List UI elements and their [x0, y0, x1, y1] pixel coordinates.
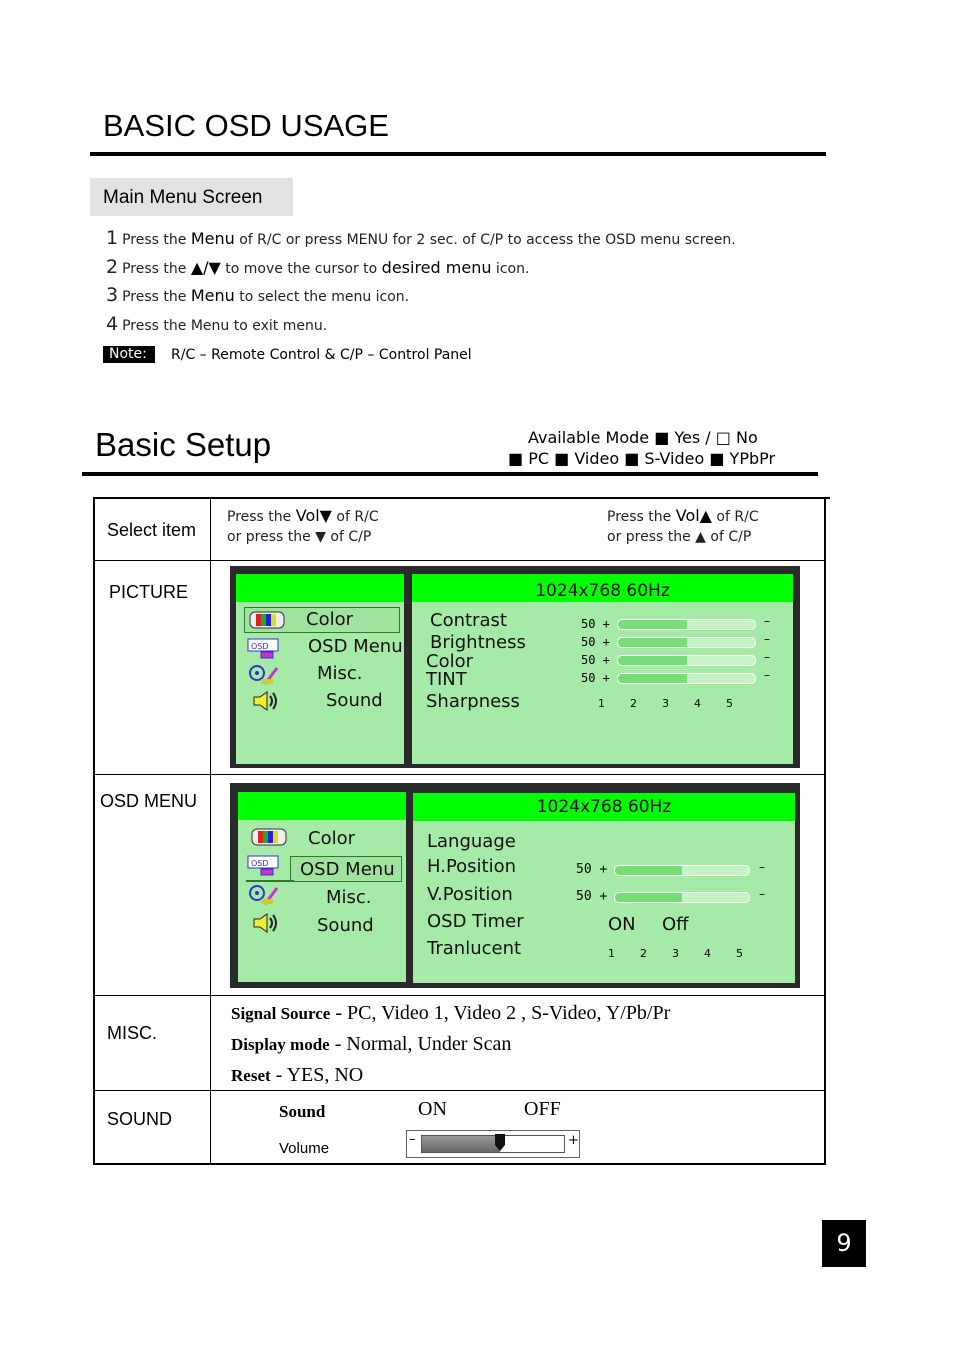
speaker-icon[interactable] — [252, 690, 282, 716]
slider-minus: – — [759, 860, 765, 874]
misc-icon[interactable] — [247, 884, 283, 910]
section-heading-text: Main Menu Screen — [103, 187, 263, 208]
instruction-text: or press the ▼ of C/P — [227, 529, 372, 545]
volume-knob[interactable] — [495, 1134, 505, 1150]
sound-on[interactable]: ON — [418, 1098, 447, 1120]
param-osd-timer[interactable]: OSD Timer — [427, 911, 524, 932]
instruction-text: of R/C — [331, 509, 379, 525]
menu-item-sound[interactable]: Sound — [317, 915, 374, 936]
misc-reset — [231, 1064, 363, 1087]
osd-icon[interactable] — [247, 638, 283, 664]
volume-minus[interactable]: – — [409, 1132, 416, 1147]
vol-up-instruction — [607, 506, 759, 547]
table-border-top — [93, 497, 830, 499]
title-rule — [90, 152, 826, 156]
selection-underline — [246, 880, 294, 882]
volume-plus[interactable]: + — [568, 1133, 579, 1148]
misc-icon[interactable] — [247, 664, 283, 690]
menu-item-misc[interactable]: Misc. — [326, 887, 372, 908]
step-text: Press the — [122, 261, 191, 277]
select-item-label: Select item — [107, 520, 197, 540]
slider-minus: – — [764, 614, 770, 628]
sharpness-scale[interactable] — [598, 697, 733, 710]
scale-tick[interactable]: 4 — [704, 947, 711, 960]
page-title: BASIC OSD USAGE — [103, 108, 389, 143]
h-position-slider[interactable] — [614, 865, 750, 876]
step-3 — [106, 284, 409, 306]
slider-fill — [615, 893, 682, 902]
slider-fill — [618, 620, 687, 629]
misc-display-value: - Normal, Under Scan — [329, 1033, 512, 1055]
available-mode-legend: Available Mode ■ Yes / □ No — [528, 428, 758, 447]
slider-fill — [615, 866, 682, 875]
row-label-sound: SOUND — [107, 1109, 173, 1129]
osd-menu-header — [236, 574, 404, 602]
volume-slider[interactable] — [406, 1130, 580, 1158]
step-text: Press the Menu to exit menu. — [122, 318, 328, 334]
menu-item-osd-menu[interactable]: OSD Menu — [308, 636, 403, 657]
basic-setup-rule — [82, 472, 818, 476]
page-number: 9 — [822, 1220, 866, 1267]
instruction-key: Vol▲ — [675, 506, 712, 525]
contrast-slider[interactable] — [617, 619, 756, 630]
table-border-bottom — [93, 1163, 826, 1165]
table-row-divider — [93, 774, 826, 775]
note-text: R/C – Remote Control & C/P – Control Panel — [171, 347, 472, 363]
step-number: 4 — [106, 313, 119, 335]
basic-setup-title: Basic Setup — [95, 426, 272, 463]
misc-signal-source — [231, 1002, 670, 1025]
table-row-divider — [93, 1090, 826, 1091]
h-position-value: 50 + — [576, 862, 608, 877]
misc-display-label: Display mode — [231, 1035, 330, 1054]
scale-tick[interactable]: 3 — [672, 947, 679, 960]
instruction-text: Press the — [607, 509, 676, 525]
scale-tick[interactable]: 5 — [726, 697, 733, 710]
table-border-left — [93, 497, 95, 1165]
param-sharpness[interactable]: Sharpness — [426, 691, 520, 712]
step-number: 2 — [106, 256, 119, 278]
scale-tick[interactable]: 2 — [640, 947, 647, 960]
osd-settings-panel — [413, 793, 795, 983]
available-mode-list: ■ PC ■ Video ■ S-Video ■ YPbPr — [508, 449, 776, 468]
osd-menu-header — [238, 792, 406, 820]
osd-menu-panel — [236, 574, 404, 764]
scale-tick[interactable]: 1 — [598, 697, 605, 710]
color-slider[interactable] — [617, 655, 756, 666]
scale-tick[interactable]: 2 — [630, 697, 637, 710]
slider-fill — [618, 674, 687, 683]
scale-tick[interactable]: 5 — [736, 947, 743, 960]
step-1 — [106, 227, 736, 249]
resolution-header: 1024x768 60Hz — [413, 793, 795, 821]
volume-label: Volume — [279, 1140, 330, 1157]
color-value: 50 + — [581, 653, 610, 667]
instruction-text: or press the ▲ of C/P — [607, 529, 752, 545]
resolution-header: 1024x768 60Hz — [412, 574, 793, 602]
instruction-text: of R/C — [711, 509, 759, 525]
menu-item-misc[interactable]: Misc. — [317, 663, 363, 684]
menu-item-osd-menu[interactable]: OSD Menu — [300, 859, 395, 880]
slider-fill — [618, 638, 687, 647]
slider-minus: – — [764, 668, 770, 682]
translucent-scale[interactable] — [608, 947, 743, 960]
osd-timer-on[interactable]: ON — [608, 914, 636, 935]
misc-reset-value: - YES, NO — [270, 1064, 364, 1086]
row-label-osd-menu: OSD MENU — [100, 791, 198, 811]
table-row-divider — [93, 560, 826, 561]
misc-signal-value: - PC, Video 1, Video 2 , S-Video, Y/Pb/Pr — [330, 1002, 671, 1024]
step-key: desired menu — [381, 258, 492, 277]
color-icon[interactable] — [249, 611, 285, 633]
instruction-text: Press the — [227, 509, 296, 525]
param-tint[interactable]: TINT — [426, 669, 467, 690]
osd-icon[interactable] — [247, 855, 283, 881]
step-number: 1 — [106, 227, 119, 249]
step-key: Menu — [190, 229, 235, 248]
vol-down-instruction — [227, 506, 379, 547]
color-icon[interactable] — [251, 828, 287, 850]
section-heading — [90, 178, 293, 216]
table-border-right — [824, 497, 826, 1165]
osd-settings-panel — [412, 574, 793, 764]
instruction-key: Vol▼ — [295, 506, 332, 525]
step-text: to select the menu icon. — [234, 289, 410, 305]
row-label-picture: PICTURE — [109, 582, 189, 602]
step-key: Menu — [190, 286, 235, 305]
step-number: 3 — [106, 284, 119, 306]
misc-reset-label: Reset — [231, 1066, 271, 1085]
param-language[interactable]: Language — [427, 831, 516, 852]
step-text: icon. — [491, 261, 530, 277]
tint-slider[interactable] — [617, 673, 756, 684]
step-text: Press the — [122, 289, 191, 305]
brightness-value: 50 + — [581, 635, 610, 649]
svg-text:OSD: OSD — [251, 642, 269, 651]
slider-fill — [618, 656, 687, 665]
menu-item-color[interactable]: Color — [306, 609, 353, 630]
misc-display-mode — [231, 1033, 511, 1056]
menu-item-color[interactable]: Color — [308, 828, 355, 849]
param-h-position[interactable]: H.Position — [427, 856, 517, 877]
sound-off[interactable]: OFF — [524, 1098, 561, 1120]
param-color[interactable]: Color — [426, 651, 473, 672]
step-text: Press the — [122, 232, 191, 248]
step-4 — [106, 313, 327, 335]
param-contrast[interactable]: Contrast — [430, 610, 507, 631]
volume-track — [421, 1135, 565, 1153]
scale-tick[interactable]: 4 — [694, 697, 701, 710]
step-key: ▲/▼ — [190, 258, 221, 277]
step-text: to move the cursor to — [220, 261, 382, 277]
misc-signal-label: Signal Source — [231, 1004, 331, 1023]
sound-label: Sound — [279, 1102, 326, 1121]
picture-osd-screen — [230, 566, 800, 768]
scale-tick[interactable]: 3 — [662, 697, 669, 710]
osd-menu-panel — [238, 792, 406, 982]
volume-fill — [422, 1136, 500, 1152]
note-badge: Note: — [103, 346, 155, 363]
osd-menu-osd-screen — [230, 783, 800, 988]
param-brightness[interactable]: Brightness — [430, 632, 526, 653]
param-v-position[interactable]: V.Position — [427, 884, 513, 905]
v-position-value: 50 + — [576, 889, 608, 904]
row-label-misc: MISC. — [107, 1023, 158, 1043]
menu-item-sound[interactable]: Sound — [326, 690, 383, 711]
speaker-icon[interactable] — [252, 912, 282, 938]
v-position-slider[interactable] — [614, 892, 750, 903]
param-translucent[interactable]: Tranlucent — [427, 938, 522, 959]
step-text: of R/C or press MENU for 2 sec. of C/P to access the OSD menu screen. — [234, 232, 736, 248]
brightness-slider[interactable] — [617, 637, 756, 648]
contrast-value: 50 + — [581, 617, 610, 631]
step-2 — [106, 256, 529, 278]
tint-value: 50 + — [581, 671, 610, 685]
table-column-divider — [210, 497, 211, 1165]
osd-timer-off[interactable]: Off — [662, 914, 689, 935]
table-row-divider — [93, 995, 826, 996]
slider-minus: – — [764, 650, 770, 664]
scale-tick[interactable]: 1 — [608, 947, 615, 960]
svg-text:OSD: OSD — [251, 859, 269, 868]
slider-minus: – — [764, 632, 770, 646]
slider-minus: – — [759, 887, 765, 901]
